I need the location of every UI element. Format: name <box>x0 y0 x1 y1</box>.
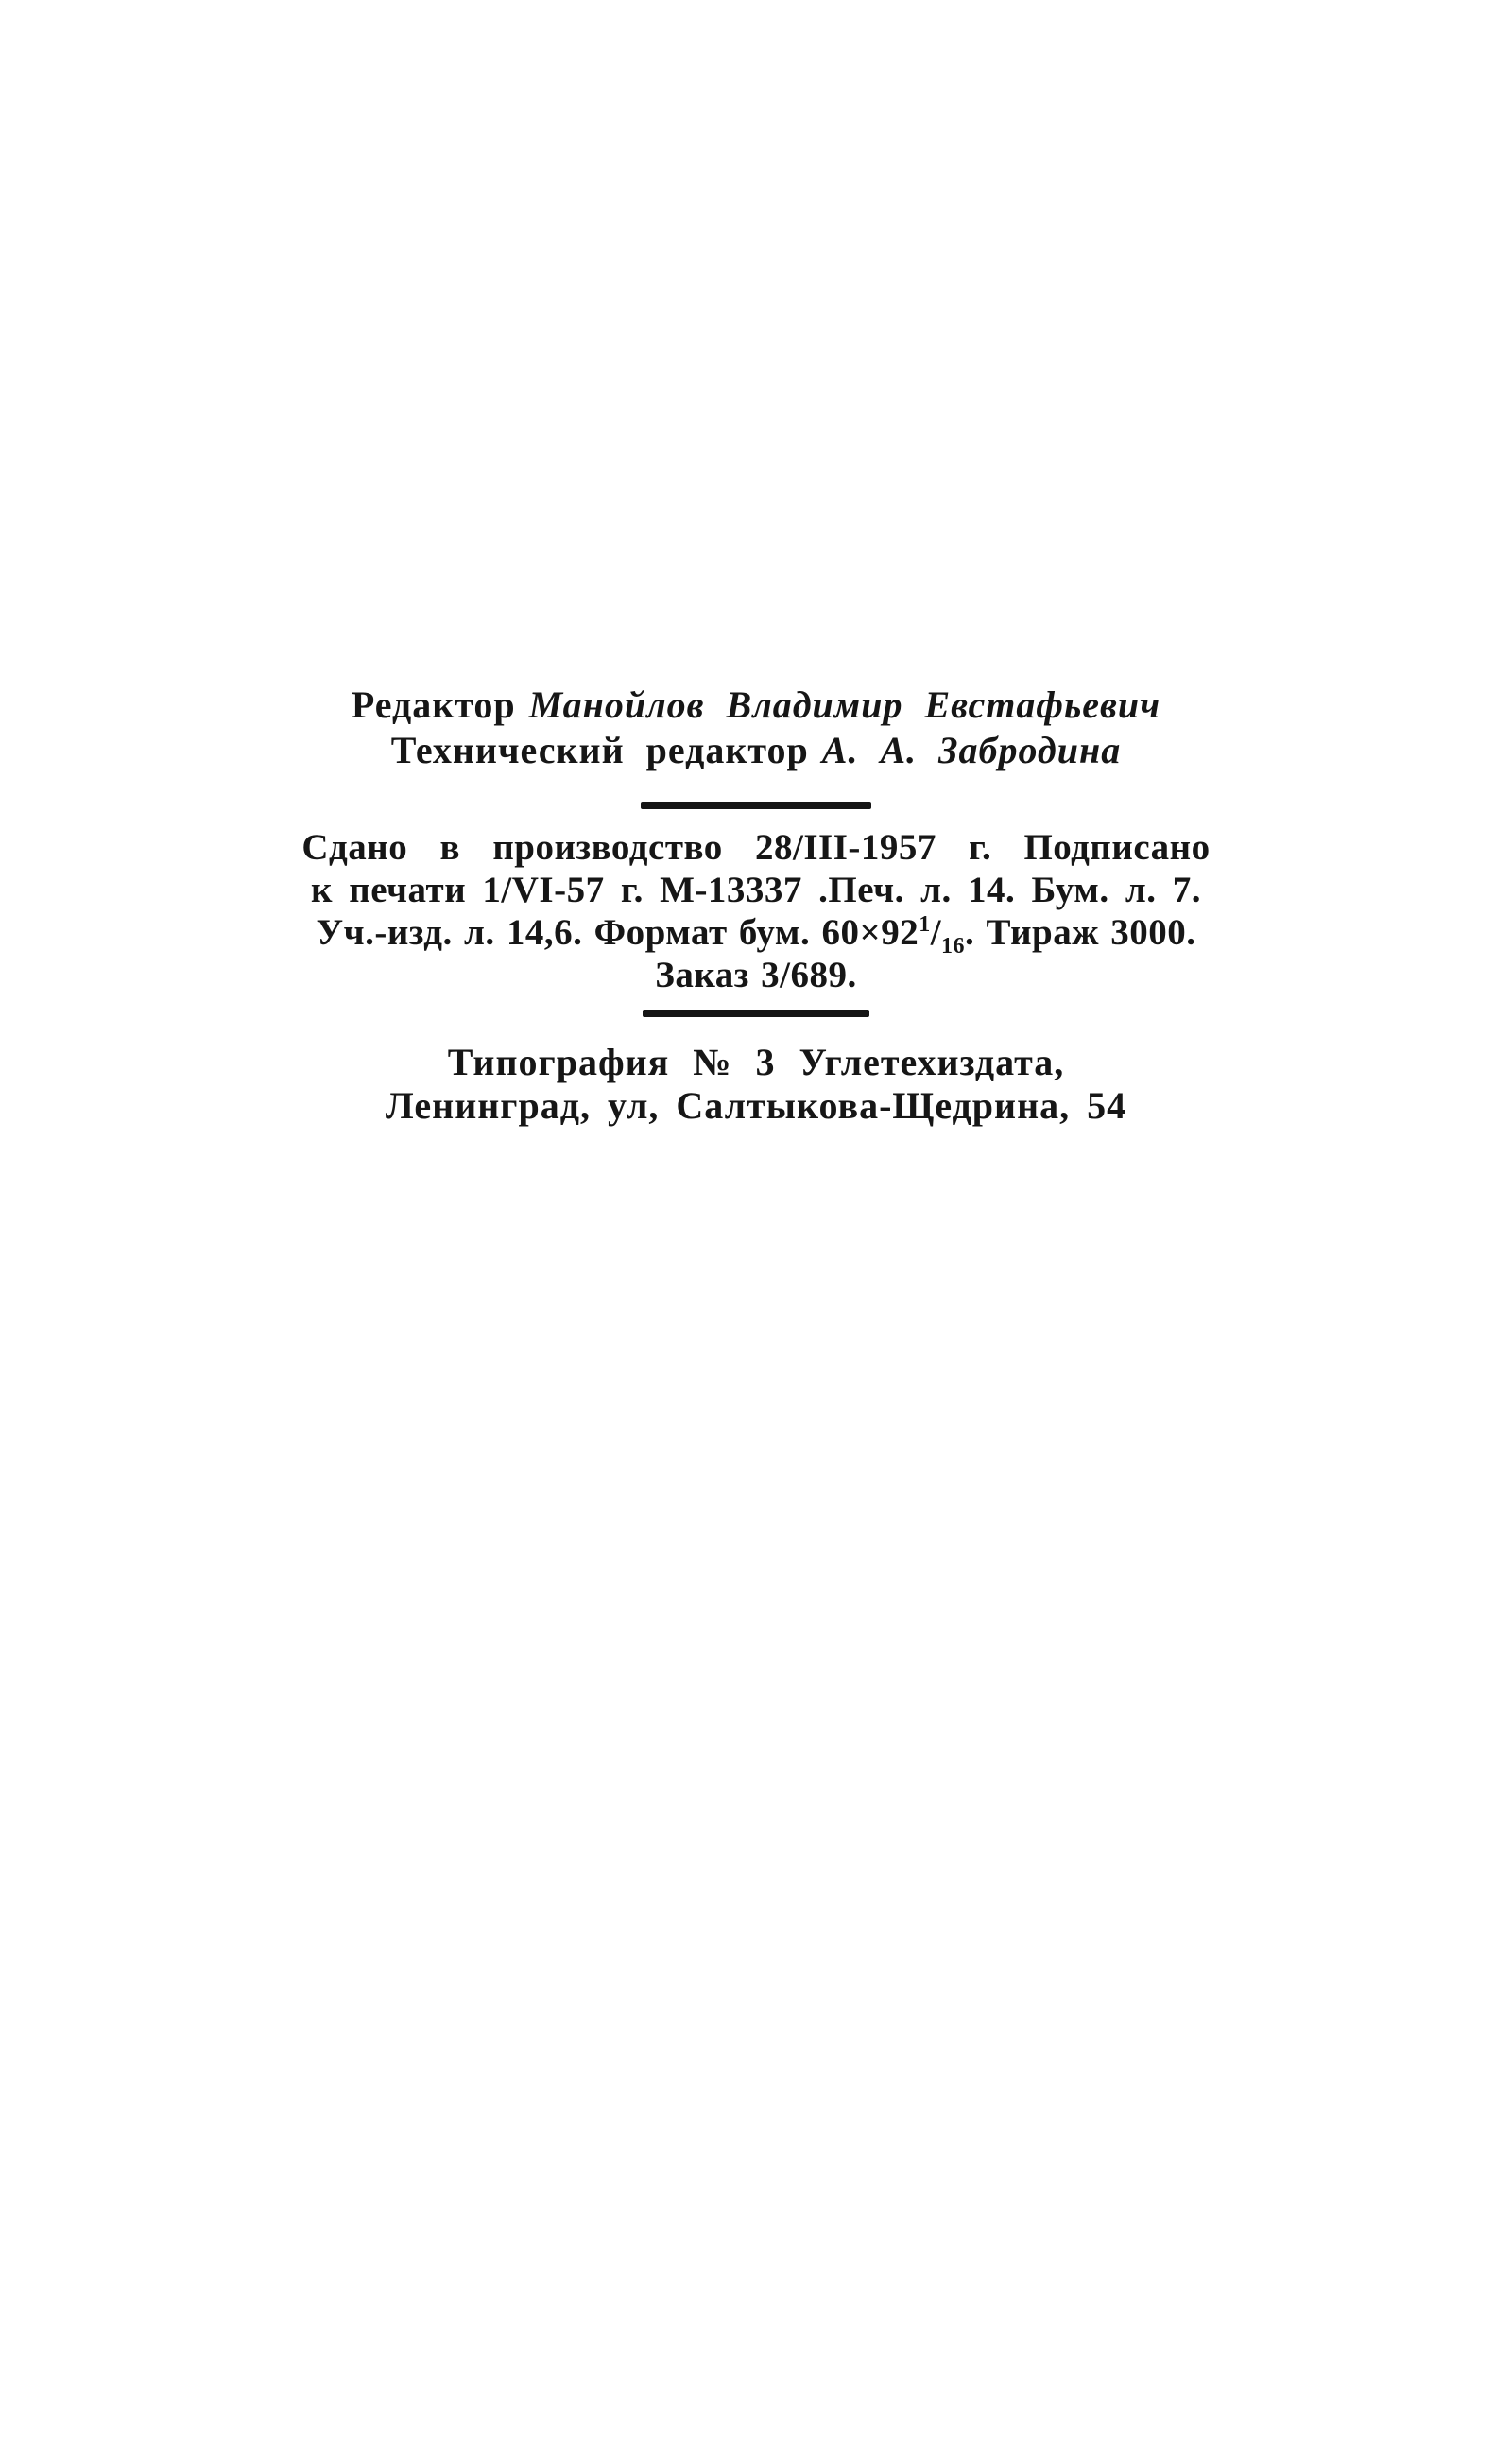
production-line-1: Сдано в производство 28/III-1957 г. Подписано <box>301 827 1211 868</box>
tirazh-text: . Тираж 3000. <box>965 912 1196 953</box>
colophon-block <box>0 683 1512 1127</box>
order-line: Заказ 3/689. <box>655 955 857 995</box>
format-fraction-numerator: 1 <box>919 912 931 937</box>
divider-rule-bottom <box>643 1010 869 1017</box>
printer-block <box>0 1042 1512 1127</box>
divider-rule-top <box>641 802 871 809</box>
tech-editor-name: А. А. Забродина <box>821 729 1122 771</box>
production-line-3 <box>279 911 1233 959</box>
format-text: Уч.-изд. л. 14,6. Формат бум. 60×92 <box>316 912 919 953</box>
tech-editor-line <box>0 728 1512 773</box>
editor-label: Редактор <box>351 683 516 726</box>
tech-editor-label: Технический редактор <box>390 729 809 771</box>
editor-name: Манойлов Владимир Евстафьевич <box>528 683 1161 726</box>
printer-address-line: Ленинград, ул, Салтыкова-Щедрина, 54 <box>385 1084 1127 1127</box>
production-info <box>279 826 1233 996</box>
production-line-2: к печати 1/VI-57 г. М-13337 .Печ. л. 14. Бум. л. 7. <box>311 870 1201 910</box>
format-fraction-denominator: 16 <box>941 933 966 959</box>
printer-name-line: Типография № 3 Углетехиздата, <box>447 1041 1065 1083</box>
format-fraction-slash: / <box>930 912 942 953</box>
editor-line <box>0 683 1512 728</box>
